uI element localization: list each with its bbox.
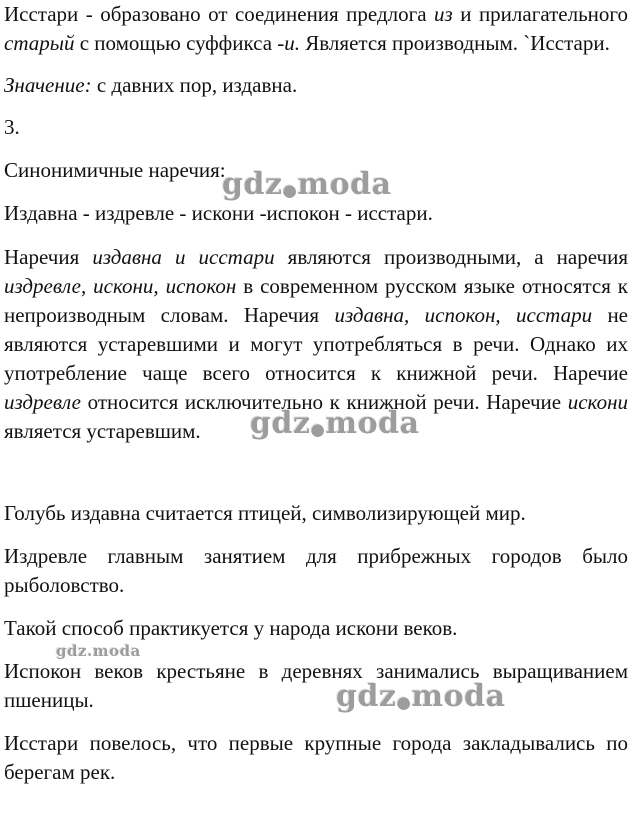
example-sentence-2: Издревле главным занятием для прибрежных городов было рыболовство. xyxy=(4,544,628,597)
paragraph-etymology: Исстари - образовано от соединения предлога из и прилагательного старый с помощью суффикса -и. Является производным. `Исстари. xyxy=(4,2,628,55)
watermark-logo: gdz●moda xyxy=(222,167,392,202)
synonyms-heading: Синонимичные наречия: xyxy=(4,158,226,182)
synonyms-list: Издавна - издревле - искони -испокон - исстари. xyxy=(4,201,433,225)
example-sentence-4: Испокон веков крестьяне в деревнях занимались выращиванием пшеницы. xyxy=(4,659,628,712)
watermark-logo-small: gdz.moda xyxy=(56,642,141,660)
example-sentence-3: Такой способ практикуется у народа искони веков. xyxy=(4,616,458,640)
watermark-logo: gdz●moda xyxy=(336,679,506,714)
example-sentence-5: Исстари повелось, что первые крупные города закладывались по берегам рек. xyxy=(4,731,628,784)
example-sentence-1: Голубь издавна считается птицей, символизирующей мир. xyxy=(4,501,526,525)
section-number: 3. xyxy=(4,115,20,139)
watermark-logo: gdz●moda xyxy=(250,406,420,441)
paragraph-meaning: Значение: с давних пор, издавна. xyxy=(4,73,298,97)
paragraph-explanation: Наречия издавна и исстари являются производными, а наречия издревле, искони, испокон в современном русском языке относятся к непроизводным словам. Наречия издавна, испокон, исстари не являются устаревшими и могут употребляться в речи. Однако их употребление чаще всего относится к книжной речи. Наречие издревле относится исключительно к книжной речи. Наречие искони является устаревшим. xyxy=(4,245,628,443)
